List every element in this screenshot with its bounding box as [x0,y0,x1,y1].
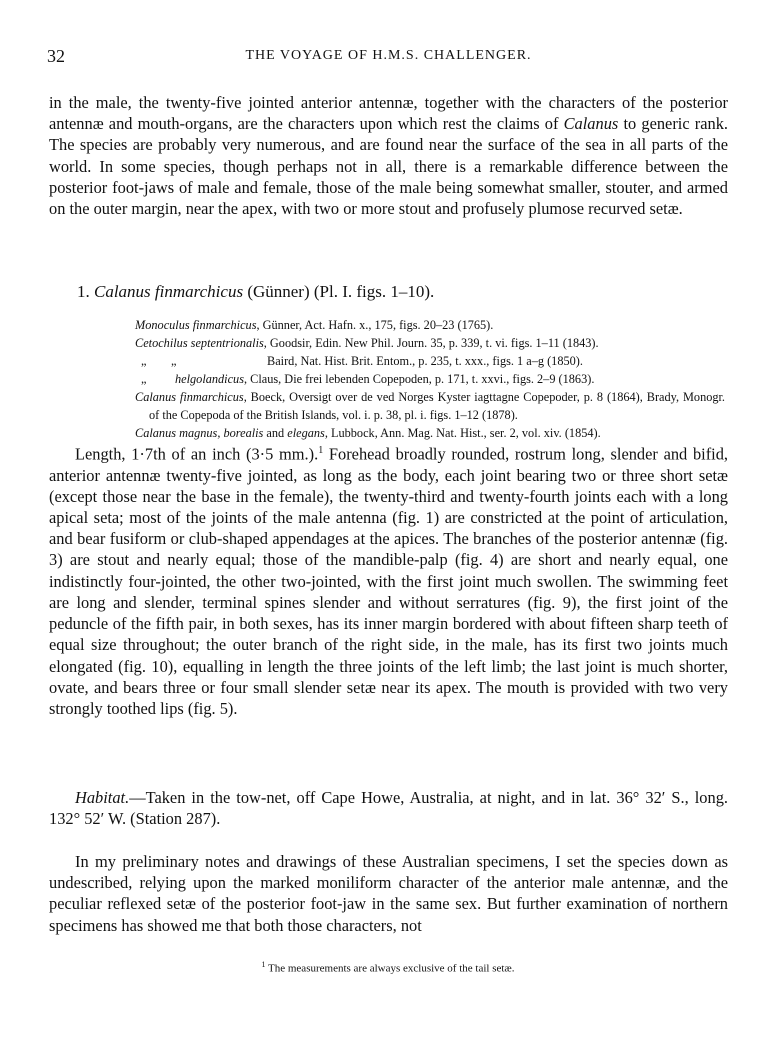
footnote-marker: 1 [261,960,266,969]
footnote-ref: 1 [318,445,324,456]
species-name: Calanus finmarchicus [94,282,244,301]
habitat-text: —Taken in the tow-net, off Cape Howe, Australia, at night, and in lat. 36° 32′ S., long. 132° 52′ W. (Station 287). [49,788,728,829]
intro-text-a: in the male, the twenty-five jointed anterior antennæ, together with the characters of the posterior antennæ and mouth-organs, are the characters upon which rest the claims of [49,93,728,134]
synonym-entry [135,316,725,334]
synonym-conjunction: and [263,426,288,440]
description-paragraph [49,440,728,719]
synonym-citation: , Claus, Die frei lebenden Copepoden, p. 171, t. xxvi., figs. 2–9 (1863). [244,372,595,386]
page-number: 32 [47,46,65,66]
synonym-citation: , Goodsir, Edin. New Phil. Journ. 35, p. 339, t. vi. figs. 1–11 (1843). [263,336,599,350]
running-title: THE VOYAGE OF H.M.S. CHALLENGER. [245,48,532,63]
description-length: Length, 1·7th of an inch (3·5 mm.). [75,444,319,464]
species-number: 1. [77,282,90,301]
synonym-name: elegans [287,426,325,440]
notes-text: In my preliminary notes and drawings of these Australian specimens, I set the species down as undescribed, relying upon the marked moniliform character of the anterior male antennæ, and the peculiar reflexed setæ of the posterior foot-jaw in the same sex. But further examination of northern specimens has showed me that both those characters, not [49,852,728,935]
page-header [47,46,730,70]
ditto-marks: „ „ [141,354,177,368]
synonym-name: Monoculus finmarchicus [135,318,257,332]
synonym-name: helgolandicus [175,372,244,386]
ditto-marks: „ [141,372,147,386]
synonym-name: Cetochilus septentrionalis [135,336,264,350]
synonym-citation: , Boeck, Oversigt over de ved Norges Kyster iagttagne Copepoder, p. 8 (1864), Brady, Monogr. of the Copepoda of the British Islands, vol. i. p. 38, pl. i. figs. 1–12 (1878). [149,390,726,422]
synonym-citation: Baird, Nat. Hist. Brit. Entom., p. 235, t. xxx., figs. 1 a–g (1850). [267,354,583,368]
synonym-entry [135,334,725,352]
species-heading [77,282,434,302]
species-authority: (Günner) (Pl. I. figs. 1–10). [243,282,435,301]
habitat-label: Habitat. [75,788,130,807]
notes-paragraph [49,851,728,936]
synonym-entry [135,388,725,424]
synonym-name: Calanus finmarchicus [135,390,244,404]
synonym-name: Calanus magnus, borealis [135,426,264,440]
synonym-citation: , Lubbock, Ann. Mag. Nat. Hist., ser. 2, vol. xiv. (1854). [324,426,601,440]
intro-text-b: to generic rank. The species are probably very numerous, and are found near the surface of the sea in all parts of the world. In some species, though perhaps not in all, there is a remarkable difference between the posterior foot-jaws of male and female, those of the male being somewhat smaller, stouter, and armed on the outer margin, near the apex, with two or more stout and profusely plumose recurved setæ. [49,114,728,219]
footnote-text: The measurements are always exclusive of the tail setæ. [265,962,515,975]
synonymy-list [135,316,725,442]
footnote [0,960,776,975]
synonym-citation: , Günner, Act. Hafn. x., 175, figs. 20–23 (1765). [256,318,494,332]
genus-name: Calanus [563,114,619,134]
synonym-entry [135,352,725,370]
intro-paragraph [49,92,728,219]
synonym-entry [135,370,725,388]
description-text: Forehead broadly rounded, rostrum long, slender and bifid, anterior antennæ twenty-five jointed, as long as the body, each joint bearing two or three short setæ (except those near the base in the female), the twenty-third and twenty-fourth joints each with a long apical seta; most of the joints of the male antenna (fig. 1) are constricted at the point of articulation, and bear fusiform or club-shaped appendages at the apices. The branches of the posterior antennæ (fig. 3) are stout and nearly equal; those of the mandible-palp (fig. 4) are short and nearly equal, one indistinctly four-jointed, the other two-jointed, with the first joint much swollen. The swimming feet are long and slender, terminal spines slender and without serratures (fig. 9), the first joint of the peduncle of the fifth pair, in both sexes, has its inner margin bordered with about fifteen sharp teeth of equal size throughout; the outer branch of the right side, in the male, has its first two joints much elongated (fig. 10), equalling in length the three joints of the left limb; the last joint is much shorter, ovate, and bears three or four small slender setæ near its apex. The mouth is provided with two very strongly toothed lips (fig. 5). [49,444,728,718]
habitat-paragraph [49,787,728,829]
